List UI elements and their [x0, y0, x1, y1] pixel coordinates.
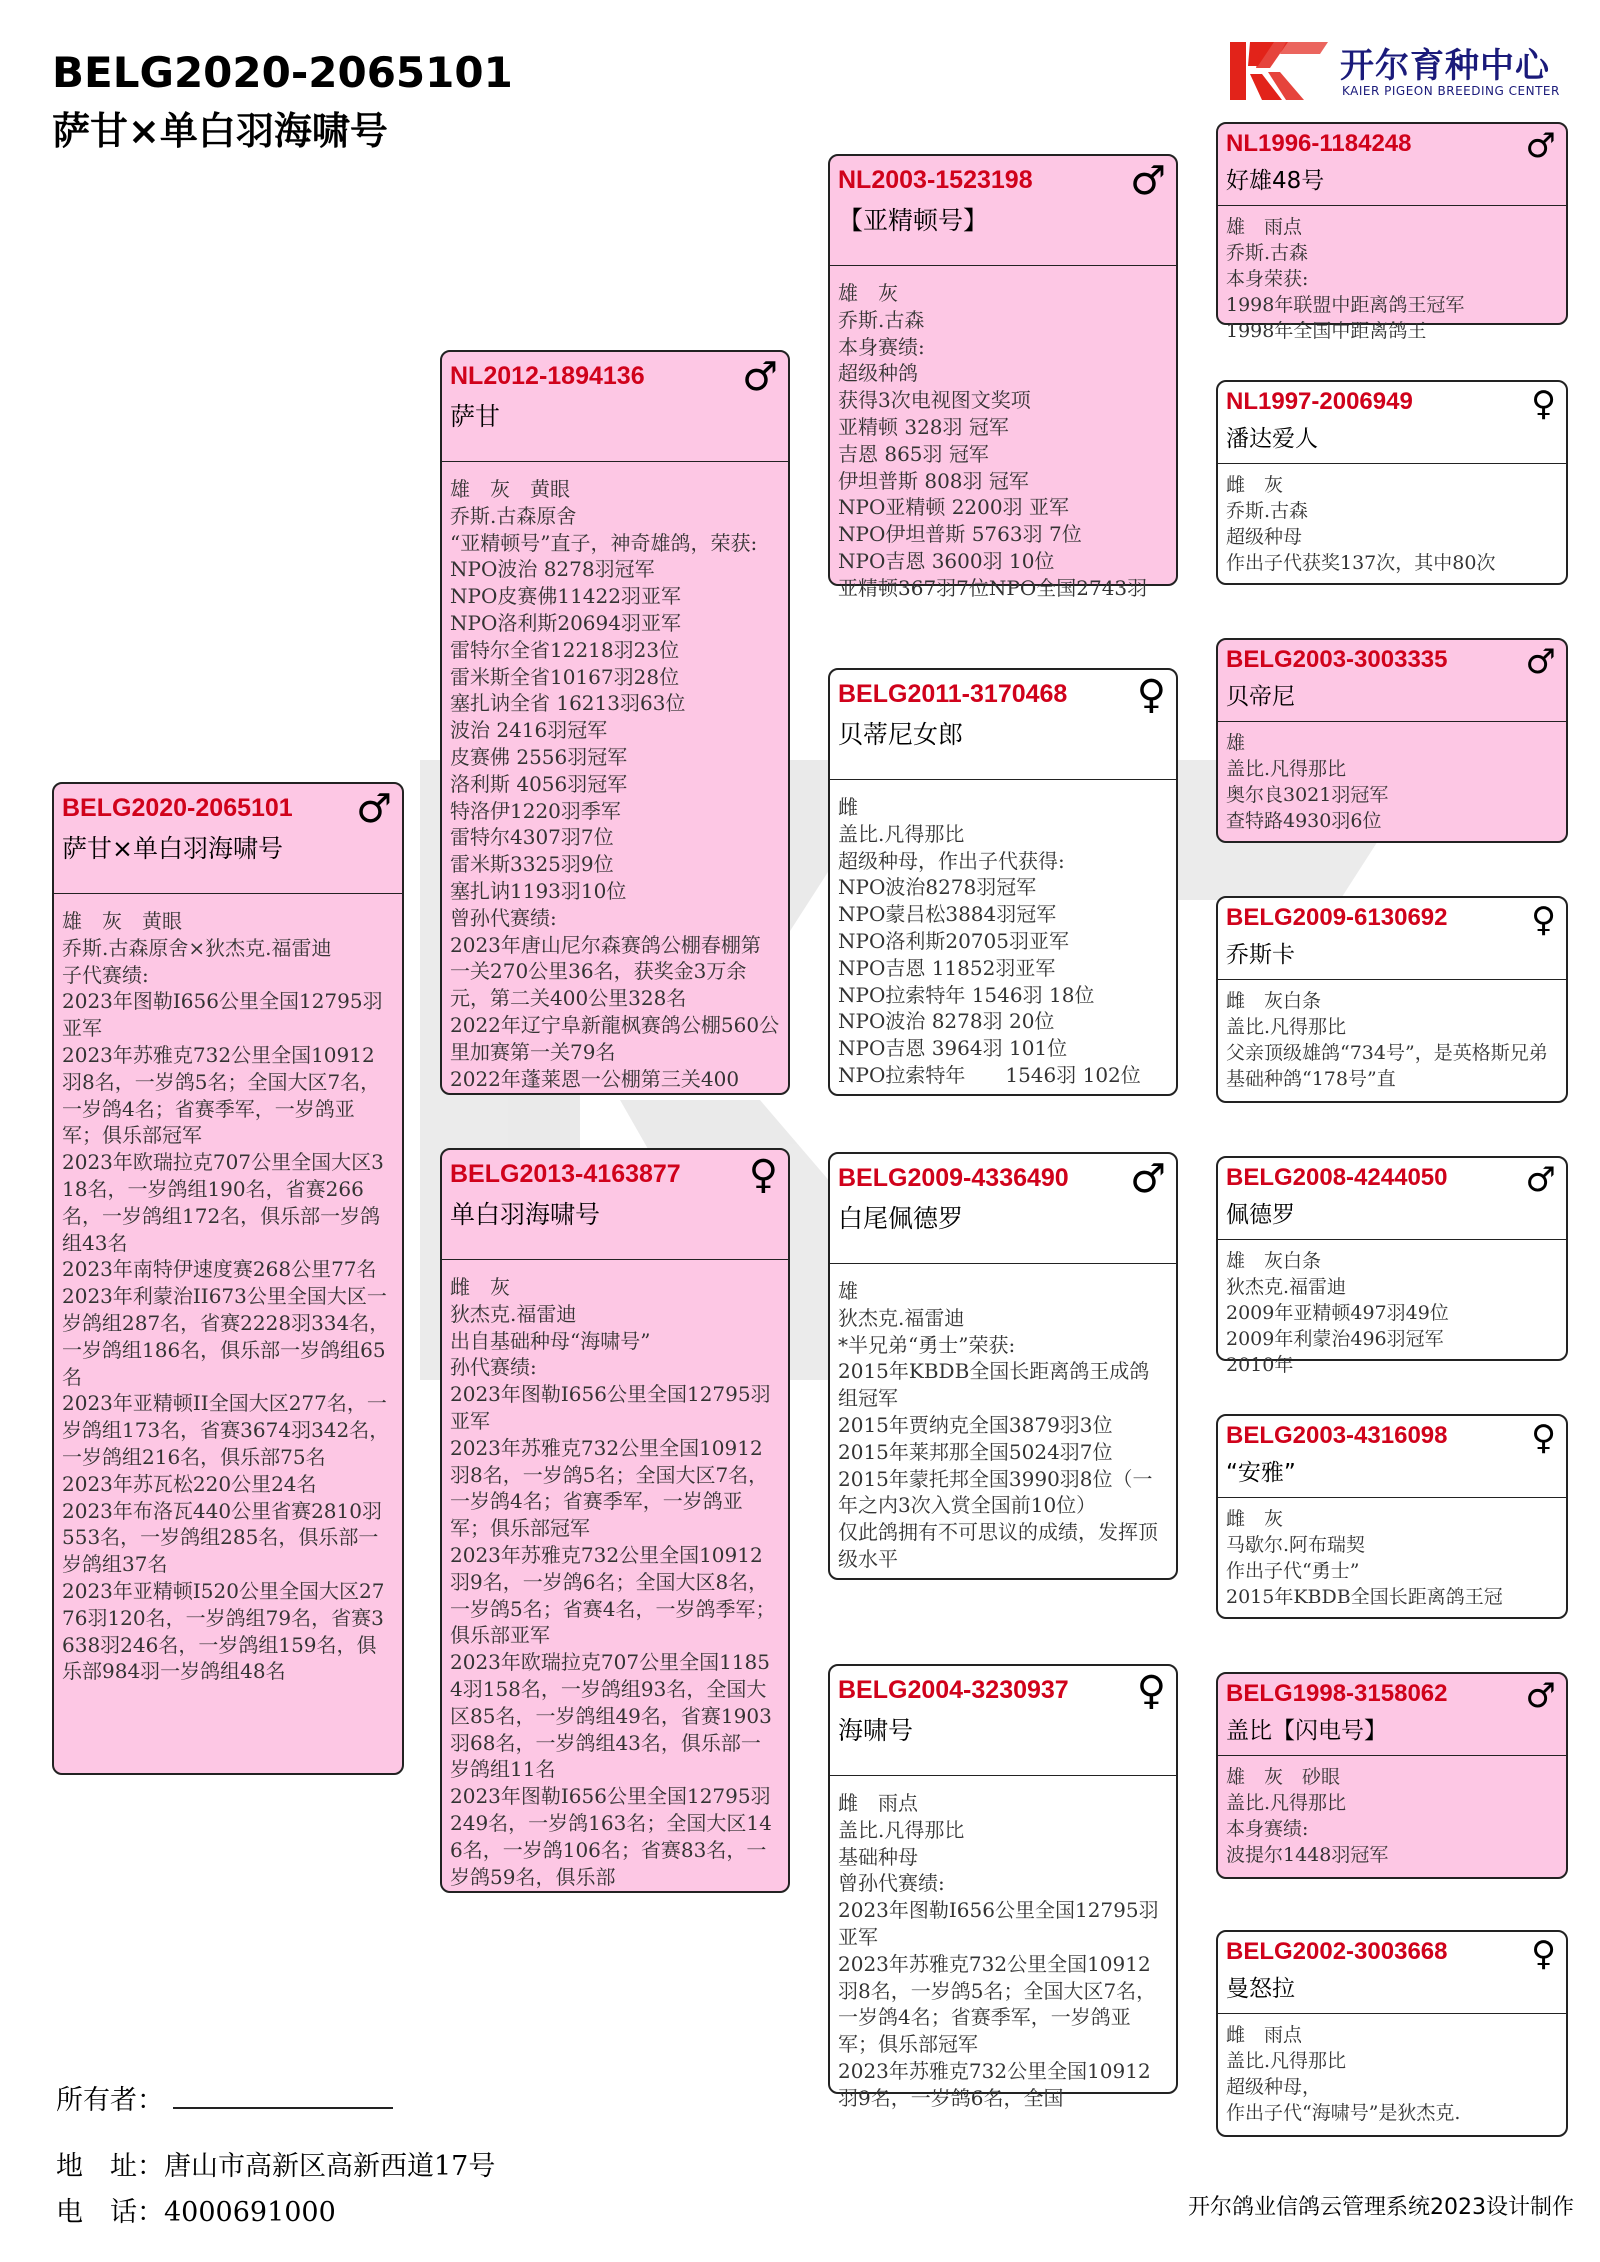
detail-line: 作出子代“勇士” — [1226, 1560, 1360, 1582]
card-header — [830, 1666, 1176, 1776]
ring-number: BELG2009-4336490 — [838, 1164, 1069, 1192]
pedigree-card-g4-2[interactable] — [1216, 380, 1568, 585]
detail-line: 1998年联盟中距离鸽王冠军 — [1226, 294, 1465, 316]
detail-line: 超级种母，作出子代获得: — [838, 848, 1065, 873]
card-header — [830, 156, 1176, 266]
detail-line: 雌 雨点 — [838, 1791, 918, 1815]
ring-number: BELG2003-3003335 — [1226, 646, 1448, 673]
female-icon: ♀ — [1531, 1934, 1556, 1974]
card-details — [830, 266, 1176, 600]
detail-line: NPO伊坦普斯 5763羽 7位 — [838, 522, 1082, 547]
ring-number: NL1997-2006949 — [1226, 388, 1413, 415]
pedigree-card-g4-6[interactable] — [1216, 1414, 1568, 1619]
ring-number: BELG2009-6130692 — [1226, 904, 1448, 931]
ring-number: BELG2002-3003668 — [1226, 1938, 1448, 1965]
card-details — [830, 1776, 1176, 2110]
male-icon: ♂ — [1525, 1160, 1556, 1200]
card-header — [1218, 898, 1566, 980]
detail-line: NPO吉恩 3600羽 10位 — [838, 548, 1055, 573]
detail-line: 2009年利蒙治496羽冠军 — [1226, 1328, 1444, 1350]
card-details — [1218, 2014, 1566, 2134]
owner-blank-line[interactable] — [173, 2085, 393, 2109]
detail-line: 2023年图勒I656公里全国12795羽249名，一岁鸽163名；全国大区146名，一岁鸽106名；省赛83名，一岁鸽59名，俱乐部 — [450, 1784, 772, 1889]
card-header — [1218, 1932, 1566, 2014]
phone-value: 4000691000 — [164, 2197, 336, 2228]
pedigree-card-g4-1[interactable] — [1216, 122, 1568, 342]
detail-line: 雄 雨点 — [1226, 216, 1303, 238]
pedigree-card-subject[interactable] — [52, 782, 404, 1775]
pedigree-name-title: 萨甘×单白羽海啸号 — [52, 109, 388, 153]
pedigree-card-g4-3[interactable] — [1216, 638, 1568, 843]
female-icon: ♀ — [1531, 900, 1556, 940]
detail-line: 2023年苏雅克732公里全国10912羽9名，一岁鸽6名，全国 — [838, 2058, 1151, 2110]
ring-number: BELG2013-4163877 — [450, 1160, 681, 1188]
female-icon: ♀ — [1136, 672, 1166, 718]
card-header — [442, 352, 788, 462]
card-header — [442, 1150, 788, 1260]
bird-name: 白尾佩德罗 — [838, 1204, 964, 1233]
bird-name: 贝蒂尼女郎 — [838, 720, 964, 749]
address-row — [56, 2144, 495, 2183]
detail-line: 狄杰克.福雷迪 — [838, 1305, 965, 1330]
detail-line: 马歇尔.阿布瑞契 — [1226, 1534, 1366, 1556]
detail-line: 雷特尔4307羽7位 — [450, 825, 614, 850]
detail-line: 本身赛绩: — [1226, 1818, 1309, 1840]
detail-line: 2022年蓬莱恩一公棚第三关400 — [450, 1066, 740, 1091]
card-header — [1218, 382, 1566, 464]
card-details — [1218, 980, 1566, 1100]
detail-line: 2023年布洛瓦440公里省赛2810羽553名，一岁鸽组285名，俱乐部一岁鸽组37名 — [62, 1498, 382, 1577]
pedigree-card-sire[interactable] — [440, 350, 790, 1095]
pedigree-card-g4-5[interactable] — [1216, 1156, 1568, 1376]
address-value: 唐山市高新区高新西道17号 — [164, 2151, 496, 2182]
detail-line: 出自基础种母“海啸号” — [450, 1328, 651, 1353]
card-details — [1218, 1756, 1566, 1876]
detail-line: 本身赛绩: — [838, 334, 925, 359]
ring-number: BELG2020-2065101 — [62, 794, 293, 822]
detail-line: 雷米斯3325羽9位 — [450, 852, 614, 877]
card-header — [1218, 1158, 1566, 1240]
detail-line: 作出子代获奖137次，其中80次 — [1226, 552, 1496, 574]
pedigree-card-g4-7[interactable] — [1216, 1672, 1568, 1879]
card-details — [830, 1264, 1176, 1580]
male-icon: ♂ — [356, 786, 392, 832]
detail-line: 2010年 — [1226, 1354, 1294, 1376]
detail-line: NPO拉索特年 1546羽 102位 — [838, 1062, 1141, 1087]
detail-line: NPO洛利斯20705羽亚军 — [838, 928, 1069, 953]
detail-line: NPO亚精顿 2200羽 亚军 — [838, 495, 1069, 520]
detail-line: 仅此鸽拥有不可思议的成绩，发挥顶级水平 — [838, 1520, 1158, 1571]
detail-line: 盖比.凡得那比 — [838, 821, 965, 846]
detail-line: 特洛伊1220羽季军 — [450, 798, 621, 823]
detail-line: 雄 灰 黄眼 — [62, 909, 182, 933]
detail-line: NPO皮赛佛11422羽亚军 — [450, 584, 681, 609]
detail-line: 盖比.凡得那比 — [838, 1817, 965, 1842]
detail-line: 2022年辽宁阜新龍枫赛鸽公棚560公里加赛第一关79名 — [450, 1012, 780, 1064]
detail-line: 2023年苏雅克732公里全国10912羽8名，一岁鸽5名；全国大区7名，一岁鸽4名；省赛季军，一岁鸽亚军；俱乐部冠军 — [62, 1042, 381, 1148]
ring-number: BELG2004-3230937 — [838, 1676, 1069, 1704]
detail-line: 乔斯.古森 — [1226, 242, 1309, 264]
pedigree-card-sire-dam[interactable] — [828, 668, 1178, 1096]
detail-line: *半兄弟“勇士”荣获: — [838, 1332, 1016, 1357]
detail-line: 曾孙代赛绩: — [838, 1871, 945, 1896]
card-header — [1218, 124, 1566, 206]
detail-line: 雌 灰 — [1226, 474, 1284, 496]
detail-line: 雄 灰白条 — [1226, 1250, 1322, 1272]
detail-line: 雄 灰 — [838, 281, 898, 305]
bird-name: 乔斯卡 — [1226, 942, 1295, 968]
detail-line: 塞扎讷1193羽10位 — [450, 878, 627, 903]
detail-line: 雌 灰 — [450, 1275, 510, 1299]
detail-line: 曾孙代赛绩: — [450, 905, 557, 930]
detail-line: 作出子代“海啸号”是狄杰克. — [1226, 2102, 1461, 2124]
bird-name: 好雄48号 — [1226, 168, 1325, 194]
card-details — [1218, 722, 1566, 840]
detail-line: 盖比.凡得那比 — [1226, 2050, 1347, 2072]
card-header — [1218, 1674, 1566, 1756]
kaier-logo — [1228, 36, 1568, 106]
ring-number: NL2012-1894136 — [450, 362, 645, 390]
detail-line: NPO拉索特年 1546羽 18位 — [838, 982, 1095, 1007]
detail-line: 2015年莱邦那全国5024羽7位 — [838, 1439, 1113, 1464]
detail-line: 乔斯.古森原舍×狄杰克.福雷迪 — [62, 935, 332, 960]
female-icon: ♀ — [1531, 1418, 1556, 1458]
bird-name: 海啸号 — [838, 1716, 914, 1745]
detail-line: 2015年蒙托邦全国3990羽8位（一年之内3次入赏全国前10位） — [838, 1466, 1153, 1518]
pedigree-card-g4-4[interactable] — [1216, 896, 1568, 1103]
card-details — [54, 894, 402, 1768]
bird-name: 曼怒拉 — [1226, 1976, 1295, 2002]
male-icon: ♂ — [1525, 1676, 1556, 1716]
detail-line: 子代赛绩: — [62, 962, 149, 987]
female-icon: ♀ — [748, 1152, 778, 1198]
detail-line: NPO蒙吕松3884羽冠军 — [838, 902, 1057, 927]
card-header — [830, 1154, 1176, 1264]
system-credit: 开尔鸽业信鸽云管理系统2023设计制作 — [1188, 2195, 1574, 2220]
detail-line: 超级种鸽 — [838, 361, 918, 386]
card-header — [54, 784, 402, 894]
detail-line: 洛利斯 4056羽冠军 — [450, 771, 628, 796]
detail-line: 2023年苏雅克732公里全国10912羽8名，一岁鸽5名；全国大区7名，一岁鸽4名；省赛季军，一岁鸽亚军；俱乐部冠军 — [838, 1951, 1157, 2057]
ring-number: BELG2003-4316098 — [1226, 1422, 1448, 1449]
detail-line: 2023年欧瑞拉克707公里全国大区318名，一岁鸽组190名，省赛266名，一岁鸽组172名，俱乐部一岁鸽组43名 — [62, 1150, 384, 1255]
owner-label: 所有者： — [56, 2085, 164, 2116]
detail-line: 雷米斯全省10167羽28位 — [450, 664, 680, 689]
detail-line: 1998年全国中距离鸽王 — [1226, 320, 1427, 342]
detail-line: 2023年图勒I656公里全国12795羽亚军 — [62, 989, 383, 1041]
bird-name: 贝帝尼 — [1226, 684, 1295, 710]
card-header — [1218, 640, 1566, 722]
detail-line: 2023年亚精顿I520公里全国大区2776羽120名，一岁鸽组79名，省赛3638羽246名，一岁鸽组159名，俱乐部984羽一岁鸽组48名 — [62, 1578, 385, 1684]
pedigree-card-dam-dam[interactable] — [828, 1664, 1178, 2110]
detail-line: 2023年苏雅克732公里全国10912羽8名，一岁鸽5名；全国大区7名，一岁鸽4名；省赛季军，一岁鸽亚军；俱乐部冠军 — [450, 1435, 769, 1541]
detail-line: 盖比.凡得那比 — [1226, 1016, 1347, 1038]
male-icon: ♂ — [1130, 1156, 1166, 1202]
detail-line: 雄 — [838, 1279, 858, 1303]
ring-number: BELG2011-3170468 — [838, 680, 1068, 708]
detail-line: 乔斯.古森原舍 — [450, 503, 577, 528]
detail-line: 2015年KBDB全国长距离鸽王成鸽组冠军 — [838, 1359, 1150, 1411]
male-icon: ♂ — [1130, 158, 1166, 204]
detail-line: 波提尔1448羽冠军 — [1226, 1844, 1389, 1866]
card-header — [830, 670, 1176, 780]
detail-line: 塞扎讷全省 16213羽63位 — [450, 691, 686, 716]
bird-name: 佩德罗 — [1226, 1202, 1295, 1228]
detail-line: NPO波治8278羽冠军 — [838, 875, 1037, 900]
detail-line: 2023年图勒I656公里全国12795羽亚军 — [450, 1382, 771, 1433]
detail-line: 狄杰克.福雷迪 — [450, 1301, 577, 1326]
detail-line: 雌 灰白条 — [1226, 990, 1322, 1012]
detail-line: 基础种母 — [838, 1844, 918, 1869]
phone-row — [56, 2190, 336, 2229]
card-details — [442, 462, 788, 1096]
pedigree-card-dam[interactable] — [440, 1148, 790, 1893]
detail-line: 2023年亚精顿II全国大区277名，一岁鸽组173名，省赛3674羽342名，一岁鸽组216名，俱乐部75名 — [62, 1391, 390, 1469]
detail-line: 伊坦普斯 808羽 冠军 — [838, 468, 1029, 493]
detail-line: 超级种母 — [1226, 526, 1303, 548]
detail-line: 吉恩 865羽 冠军 — [838, 441, 989, 466]
bird-name: “安雅” — [1226, 1460, 1296, 1486]
detail-line: 2023年苏瓦松220公里24名 — [62, 1471, 317, 1496]
detail-line: 奥尔良3021羽冠军 — [1226, 784, 1389, 806]
bird-name: 单白羽海啸号 — [450, 1200, 601, 1229]
pedigree-card-sire-sire[interactable] — [828, 154, 1178, 600]
detail-line: 本身荣获: — [1226, 268, 1309, 290]
detail-line: 2015年贾纳克全国3879羽3位 — [838, 1412, 1113, 1437]
detail-line: 孙代赛绩: — [450, 1355, 537, 1380]
pedigree-ring-title: BELG2020-2065101 — [52, 48, 513, 97]
owner-row — [56, 2078, 393, 2117]
detail-line: 2023年欧瑞拉克707公里全国11854羽158名，一岁鸽组93名，全国大区85名，一岁鸽组49名，省赛1903羽68名，一岁鸽组43名，俱乐部一岁鸽组11名 — [450, 1650, 772, 1782]
detail-line: 乔斯.古森 — [1226, 500, 1309, 522]
detail-line: NPO吉恩 3964羽 101位 — [838, 1036, 1068, 1061]
detail-line: 狄杰克.福雷迪 — [1226, 1276, 1347, 1298]
pedigree-card-g4-8[interactable] — [1216, 1930, 1568, 2137]
detail-line: NPO洛利斯20694羽亚军 — [450, 610, 681, 635]
ring-number: NL2003-1523198 — [838, 166, 1033, 194]
detail-line: 2023年图勒I656公里全国12795羽亚军 — [838, 1898, 1159, 1949]
detail-line: 雌 雨点 — [1226, 2024, 1303, 2046]
detail-line: NPO波治 8278羽冠军 — [450, 557, 655, 582]
detail-line: 亚精顿 328羽 冠军 — [838, 414, 1009, 439]
detail-line: 皮赛佛 2556羽冠军 — [450, 744, 628, 769]
detail-line: 2023年苏雅克732公里全国10912羽9名，一岁鸽6名；全国大区8名，一岁鸽5名；省赛4名，一岁鸽季军；俱乐部亚军 — [450, 1542, 776, 1648]
female-icon: ♀ — [1531, 384, 1556, 424]
bird-name: 潘达爱人 — [1226, 426, 1318, 452]
logo-text-en: KAIER PIGEON BREEDING CENTER — [1342, 84, 1560, 98]
bird-name: 盖比【闪电号】 — [1226, 1718, 1387, 1744]
card-details — [1218, 1240, 1566, 1376]
detail-line: NPO波治 8278羽 20位 — [838, 1009, 1055, 1034]
detail-line: 2023年唐山尼尔森赛鸽公棚春棚第一关270公里36名，获奖金3万余元，第二关400公里328名 — [450, 932, 761, 1011]
pedigree-card-dam-sire[interactable] — [828, 1152, 1178, 1580]
detail-line: 波治 2416羽冠军 — [450, 718, 608, 743]
card-details — [1218, 464, 1566, 582]
bird-name: 【亚精顿号】 — [838, 206, 989, 235]
detail-line: 雷特尔全省12218羽23位 — [450, 637, 680, 662]
detail-line: 2009年亚精顿497羽49位 — [1226, 1302, 1449, 1324]
card-details — [442, 1260, 788, 1894]
ring-number: NL1996-1184248 — [1226, 130, 1412, 157]
detail-line: 获得3次电视图文奖项 — [838, 388, 1031, 413]
detail-line: 盖比.凡得那比 — [1226, 1792, 1347, 1814]
male-icon: ♂ — [1525, 642, 1556, 682]
detail-line: 雄 — [1226, 732, 1246, 754]
detail-line: 父亲顶级雄鸽“734号”，是英格斯兄弟基础种鸽“178号”直 — [1226, 1042, 1548, 1090]
address-label: 地 址： — [56, 2151, 164, 2182]
detail-line: 2023年利蒙治II673公里全国大区一岁鸽组287名，省赛2228羽334名，一岁鸽组186名，俱乐部一岁鸽组65名 — [62, 1284, 390, 1389]
ring-number: BELG2008-4244050 — [1226, 1164, 1448, 1191]
detail-line: “亚精顿号”直子，神奇雄鸽，荣获: — [450, 530, 758, 555]
card-header — [1218, 1416, 1566, 1498]
detail-line: 雄 灰 黄眼 — [450, 477, 570, 501]
bird-name: 萨甘 — [450, 402, 501, 431]
card-details — [1218, 1498, 1566, 1616]
detail-line: NPO吉恩 11852羽亚军 — [838, 955, 1056, 980]
detail-line: 超级种母， — [1226, 2076, 1322, 2098]
kaier-logo-icon — [1228, 38, 1332, 104]
card-details — [1218, 206, 1566, 342]
female-icon: ♀ — [1136, 1668, 1166, 1714]
male-icon: ♂ — [742, 354, 778, 400]
ring-number: BELG1998-3158062 — [1226, 1680, 1448, 1707]
detail-line: 2023年南特伊速度赛268公里77名 — [62, 1257, 377, 1282]
logo-text-cn: 开尔育种中心 — [1340, 46, 1550, 86]
phone-label: 电 话： — [56, 2197, 164, 2228]
detail-line: 雌 灰 — [1226, 1508, 1284, 1530]
male-icon: ♂ — [1525, 126, 1556, 166]
detail-line: 查特路4930羽6位 — [1226, 810, 1382, 832]
detail-line: 亚精顿367羽7位NPO全国2743羽 — [838, 575, 1148, 600]
detail-line: 盖比.凡得那比 — [1226, 758, 1347, 780]
card-details — [830, 780, 1176, 1096]
bird-name: 萨甘×单白羽海啸号 — [62, 834, 283, 863]
detail-line: 雄 灰 砂眼 — [1226, 1766, 1341, 1788]
detail-line: 2015年KBDB全国长距离鸽王冠 — [1226, 1586, 1503, 1608]
detail-line: 雌 — [838, 795, 858, 819]
detail-line: 乔斯.古森 — [838, 307, 925, 332]
